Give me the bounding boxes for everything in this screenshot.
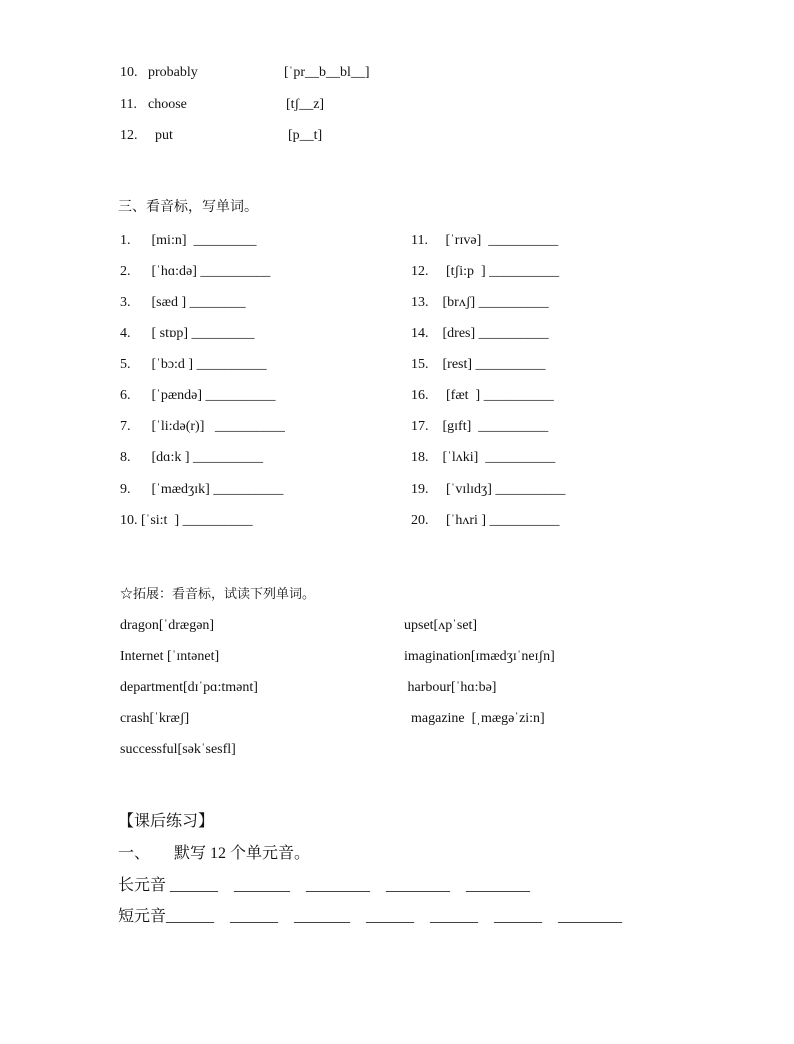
list-item: 19. [ˈvɪlɪdʒ] __________ xyxy=(411,482,566,497)
list-item: 18. [ˈlʌki] __________ xyxy=(411,450,556,465)
list-item: 10. [ˈsi:t ] __________ xyxy=(120,513,253,528)
vocab-item: upset[ʌpˈset] xyxy=(404,618,478,633)
list-item: 2. [ˈhɑ:də] __________ xyxy=(120,264,271,279)
list-item: 12. [tʃi:p ] __________ xyxy=(411,264,560,279)
list-item: 6. [ˈpændə] __________ xyxy=(120,388,276,403)
item-word: put xyxy=(155,128,173,143)
vocab-item: Internet [ˈɪntənet] xyxy=(120,649,220,664)
long-vowels-line: 长元音 ______ _______ ________ ________ ________ xyxy=(118,877,531,894)
item-word: probably xyxy=(148,65,198,80)
short-vowels-line: 短元音______ ______ _______ ______ ______ ______ ________ xyxy=(118,908,623,925)
list-item: 5. [ˈbɔ:d ] __________ xyxy=(120,357,267,372)
item-number: 11. xyxy=(120,97,137,112)
list-item: 11. [ˈrɪvə] __________ xyxy=(411,233,559,248)
vocab-item: successful[səkˈsesfl] xyxy=(120,742,236,757)
vocab-item: crash[ˈkræʃ] xyxy=(120,711,190,726)
list-item: 13. [brʌʃ] __________ xyxy=(411,295,549,310)
list-item: 3. [sæd ] ________ xyxy=(120,295,246,310)
item-phonetic: [p__t] xyxy=(288,128,323,143)
list-item: 4. [ stɒp] _________ xyxy=(120,326,255,341)
item-phonetic: [ˈpr__b__bl__] xyxy=(284,65,370,80)
list-item: 8. [dɑ:k ] __________ xyxy=(120,450,264,465)
list-item: 20. [ˈhʌri ] __________ xyxy=(411,513,560,528)
vocab-item: harbour[ˈhɑ:bə] xyxy=(404,680,497,695)
section-heading: 【课后练习】 xyxy=(118,813,215,830)
item-number: 10. xyxy=(120,65,138,80)
list-item: 15. [rest] __________ xyxy=(411,357,546,372)
list-item: 14. [dres] __________ xyxy=(411,326,549,341)
section-heading: 三、看音标，写单词。 xyxy=(118,200,258,215)
item-word: choose xyxy=(148,97,187,112)
list-item: 17. [gɪft] __________ xyxy=(411,419,549,434)
question-text: 一、 默写 12 个单元音。 xyxy=(118,845,311,862)
vocab-item: dragon[ˈdrægən] xyxy=(120,618,215,633)
list-item: 1. [mi:n] _________ xyxy=(120,233,257,248)
list-item: 16. [fæt ] __________ xyxy=(411,388,554,403)
item-number: 12. xyxy=(120,128,138,143)
section-heading: ☆拓展：看音标，试读下列单词。 xyxy=(120,586,316,601)
vocab-item: department[dɪˈpɑ:tmənt] xyxy=(120,680,258,695)
list-item: 9. [ˈmædʒɪk] __________ xyxy=(120,482,284,497)
vocab-item: magazine [ˌmægəˈzi:n] xyxy=(404,711,545,726)
vocab-item: imagination[ɪmædʒɪˈneɪʃn] xyxy=(404,649,555,664)
list-item: 7. [ˈli:də(r)] __________ xyxy=(120,419,285,434)
item-phonetic: [tʃ__z] xyxy=(286,97,325,112)
